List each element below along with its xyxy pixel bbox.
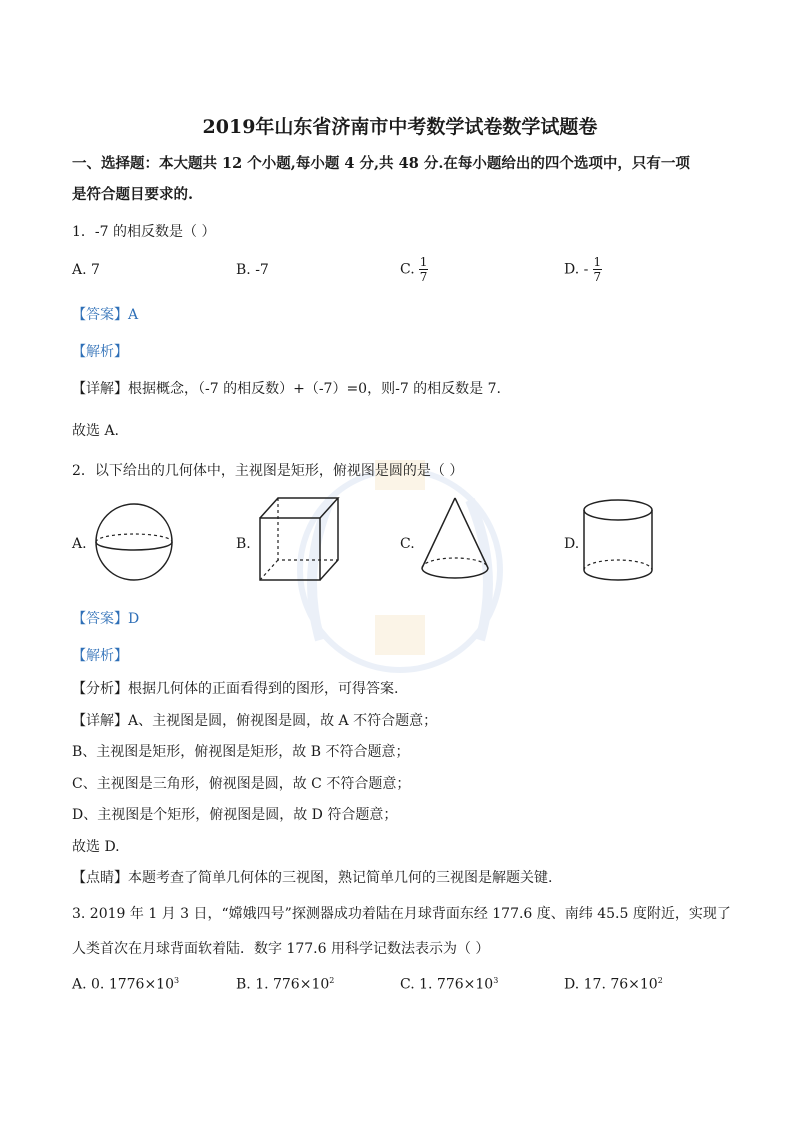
- fraction: $\frac{1}{7}$: [593, 255, 602, 284]
- q2-label-a: A.: [72, 536, 87, 552]
- q3-stem-line2: 人类首次在月球背面软着陆．数字 177.6 用科学记数法表示为（ ）: [72, 941, 490, 957]
- q3-stem-line1: 3. 2019 年 1 月 3 日，“嫦娥四号”探测器成功着陆在月球背面东经 177.6 度、南纬 45.5 度附近，实现了: [72, 906, 731, 922]
- q1-stem: 1．-7 的相反数是（ ）: [72, 224, 216, 240]
- section-heading-line2: 是符合题目要求的.: [72, 186, 194, 203]
- q1-answer: 【答案】A: [72, 307, 139, 323]
- q1-detail: 【详解】根据概念，（-7 的相反数）+（-7）=0，则-7 的相反数是 7.: [72, 381, 501, 397]
- q2-analysis: 【分析】根据几何体的正面看得到的图形，可得答案.: [72, 681, 399, 697]
- q2-reason-d: D、主视图是个矩形，俯视图是圆，故 D 符合题意；: [72, 807, 398, 823]
- q2-label-c: C.: [400, 536, 415, 552]
- cylinder-figure: [580, 496, 656, 588]
- q1-conclusion: 故选 A.: [72, 423, 120, 439]
- q2-label-b: B.: [236, 536, 251, 552]
- q3-option-a: A. 0. $1776\times 10^3$: [72, 976, 180, 993]
- q3-option-c: C. 1. $776\times 10^3$: [400, 976, 499, 993]
- fraction: $\frac{1}{7}$: [419, 255, 428, 284]
- q1-option-a: A. 7: [72, 262, 100, 278]
- q2-label-d: D.: [564, 536, 580, 552]
- section-heading-line1: 一、选择题：本大题共 12 个小题,每小题 4 分,共 48 分.在每小题给出的四个选项中，只有一项: [72, 155, 690, 172]
- q3-option-b: B. 1. $776\times 10^2$: [236, 976, 335, 993]
- q1-option-b: B. -7: [236, 262, 269, 278]
- q1-option-d: D. - $\frac{1}{7}$: [564, 255, 602, 284]
- q2-stem: 2．以下给出的几何体中，主视图是矩形，俯视图是圆的是（ ）: [72, 463, 464, 479]
- q1-analysis-tag: 【解析】: [72, 344, 128, 360]
- q2-reason-b: B、主视图是矩形，俯视图是矩形，故 B 不符合题意；: [72, 744, 410, 760]
- cube-figure: [254, 492, 344, 586]
- q2-analysis-tag: 【解析】: [72, 648, 128, 664]
- q3-option-d: D. 17. $76\times 10^2$: [564, 976, 663, 993]
- q2-comment: 【点睛】本题考查了简单几何体的三视图，熟记简单几何的三视图是解题关键.: [72, 870, 553, 886]
- q2-detail: 【详解】A、主视图是圆，俯视图是圆，故 A 不符合题意；: [72, 713, 438, 729]
- q1-option-c: C. $\frac{1}{7}$: [400, 255, 428, 284]
- cone-figure: [418, 494, 492, 586]
- sphere-figure: [92, 500, 176, 584]
- page-title: 2019年山东省济南市中考数学试卷数学试题卷: [202, 116, 598, 138]
- q2-reason-c: C、主视图是三角形，俯视图是圆，故 C 不符合题意；: [72, 776, 411, 792]
- q2-conclusion: 故选 D.: [72, 839, 120, 855]
- q2-answer: 【答案】D: [72, 611, 140, 627]
